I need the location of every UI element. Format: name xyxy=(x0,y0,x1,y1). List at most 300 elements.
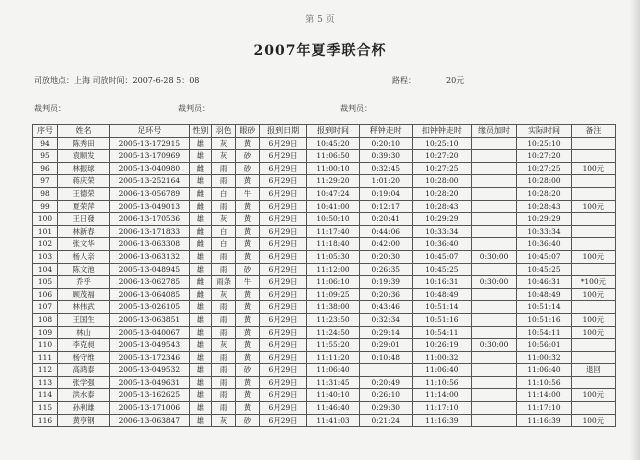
table-cell: 雨 xyxy=(212,326,236,339)
table-cell: 蒋庆荣 xyxy=(57,175,109,188)
table-cell: 11:11:20 xyxy=(307,351,359,364)
table-cell: 10:27:20 xyxy=(412,150,471,163)
table-row xyxy=(33,162,616,175)
table-cell: 100元 xyxy=(571,389,615,402)
table-cell: 10:41:00 xyxy=(307,200,359,213)
table-cell: 6月29日 xyxy=(259,263,307,276)
table-cell: 10:36:40 xyxy=(517,238,571,251)
table-cell: 0:20:10 xyxy=(359,137,412,150)
table-cell: 10:33:34 xyxy=(412,225,471,238)
table-cell: 10:28:00 xyxy=(517,175,571,188)
table-cell: 白 xyxy=(212,238,236,251)
table-cell: 10:56:01 xyxy=(517,339,571,352)
table-cell: 11:14:00 xyxy=(412,389,471,402)
table-cell: 116 xyxy=(33,414,58,427)
table-cell: 2005-13-049532 xyxy=(110,364,189,377)
column-header: 姓名 xyxy=(57,125,109,138)
table-cell: 砂 xyxy=(236,364,260,377)
table-cell: 6月29日 xyxy=(259,238,307,251)
table-cell: 2005-13-162625 xyxy=(110,389,189,402)
table-cell: 6月29日 xyxy=(259,200,307,213)
table-cell: 100元 xyxy=(571,326,615,339)
table-cell xyxy=(571,238,615,251)
table-cell: 雄 xyxy=(189,326,212,339)
table-cell: 雌 xyxy=(189,288,212,301)
table-cell: 2005-13-172915 xyxy=(110,137,189,150)
table-cell xyxy=(471,175,516,188)
column-header: 扣钟钟走时 xyxy=(412,125,471,138)
table-cell xyxy=(471,389,516,402)
table-cell: 107 xyxy=(33,301,58,314)
table-cell: 0:30:00 xyxy=(471,250,516,263)
table-cell: 0:20:36 xyxy=(359,288,412,301)
table-cell: 6月29日 xyxy=(259,137,307,150)
table-cell: 11:14:00 xyxy=(517,389,571,402)
table-cell: 黄 xyxy=(236,238,260,251)
results-table xyxy=(32,124,616,427)
table-cell: 0:29:01 xyxy=(359,339,412,352)
table-cell: 砂 xyxy=(236,150,260,163)
distance-label: 路程： xyxy=(392,76,416,85)
table-cell: 106 xyxy=(33,288,58,301)
table-cell: 11:41:03 xyxy=(307,414,359,427)
table-cell: 雄 xyxy=(189,213,212,226)
judge-label-3: 裁判员： xyxy=(340,104,372,113)
table-cell xyxy=(571,175,615,188)
table-cell: 0:39:30 xyxy=(359,150,412,163)
table-cell xyxy=(471,313,516,326)
table-cell: 雄 xyxy=(189,313,212,326)
table-cell: 6月29日 xyxy=(259,376,307,389)
table-cell xyxy=(471,150,516,163)
table-cell: 10:45:07 xyxy=(517,250,571,263)
table-cell: 100元 xyxy=(571,414,615,427)
table-cell: 105 xyxy=(33,276,58,289)
table-cell: 11:06:40 xyxy=(412,364,471,377)
table-cell: *100元 xyxy=(571,276,615,289)
table-cell: 雌 xyxy=(189,238,212,251)
table-cell: 雨 xyxy=(212,175,236,188)
table-cell: 牛 xyxy=(236,276,260,289)
table-cell: 11:10:56 xyxy=(517,376,571,389)
table-cell: 95 xyxy=(33,150,58,163)
table-cell: 11:16:39 xyxy=(412,414,471,427)
table-cell: 杨守维 xyxy=(57,351,109,364)
table-cell: 11:06:50 xyxy=(307,150,359,163)
table-cell: 黄 xyxy=(236,313,260,326)
table-cell: 11:05:30 xyxy=(307,250,359,263)
table-cell: 王德荣 xyxy=(57,187,109,200)
table-cell: 102 xyxy=(33,238,58,251)
table-row xyxy=(33,351,616,364)
table-cell: 0:32:34 xyxy=(359,313,412,326)
table-cell: 11:00:10 xyxy=(307,162,359,175)
table-cell: 6月29日 xyxy=(259,288,307,301)
table-cell: 10:28:20 xyxy=(517,187,571,200)
table-row xyxy=(33,288,616,301)
table-cell: 10:50:10 xyxy=(307,213,359,226)
table-cell: 6月29日 xyxy=(259,364,307,377)
table-row xyxy=(33,238,616,251)
table-cell: 10:25:10 xyxy=(412,137,471,150)
table-cell: 灰 xyxy=(212,414,236,427)
table-body xyxy=(33,137,616,427)
table-cell: 6月29日 xyxy=(259,162,307,175)
table-cell: 黄 xyxy=(236,402,260,415)
table-row xyxy=(33,414,616,427)
table-cell: 林振球 xyxy=(57,162,109,175)
column-header: 秤钟走时 xyxy=(359,125,412,138)
table-cell: 雄 xyxy=(189,250,212,263)
table-cell: 雌 xyxy=(189,225,212,238)
table-cell: 112 xyxy=(33,364,58,377)
table-cell: 白 xyxy=(212,225,236,238)
table-cell: 10:48:49 xyxy=(412,288,471,301)
table-cell: 11:38:00 xyxy=(307,301,359,314)
table-cell: 王日發 xyxy=(57,213,109,226)
table-row xyxy=(33,200,616,213)
table-cell: 6月29日 xyxy=(259,414,307,427)
table-cell: 10:33:34 xyxy=(517,225,571,238)
table-row xyxy=(33,313,616,326)
table-cell: 灰 xyxy=(212,339,236,352)
table-cell: 0:32:45 xyxy=(359,162,412,175)
table-cell: 雨 xyxy=(212,263,236,276)
table-cell: 黄 xyxy=(236,175,260,188)
table-cell: 11:00:32 xyxy=(517,351,571,364)
table-row xyxy=(33,276,616,289)
table-cell: 10:51:16 xyxy=(517,313,571,326)
table-cell: 6月29日 xyxy=(259,213,307,226)
page-number: 第 5 页 xyxy=(305,15,335,25)
table-cell: 10:16:31 xyxy=(412,276,471,289)
table-row xyxy=(33,137,616,150)
table-row xyxy=(33,339,616,352)
table-row xyxy=(33,225,616,238)
table-row xyxy=(33,389,616,402)
table-cell: 11:06:10 xyxy=(307,276,359,289)
column-header: 羽色 xyxy=(212,125,236,138)
table-cell: 0:43:46 xyxy=(359,301,412,314)
table-cell: 6月29日 xyxy=(259,351,307,364)
table-cell: 雨 xyxy=(212,351,236,364)
table-cell: 11:24:50 xyxy=(307,326,359,339)
table-cell: 雌 xyxy=(189,276,212,289)
column-header: 备注 xyxy=(571,125,615,138)
table-cell: 黄 xyxy=(236,376,260,389)
table-cell: 黄 xyxy=(236,326,260,339)
table-cell: 黄 xyxy=(236,301,260,314)
table-cell: 6月29日 xyxy=(259,301,307,314)
table-cell: 113 xyxy=(33,376,58,389)
table-cell xyxy=(571,376,615,389)
table-cell: 109 xyxy=(33,326,58,339)
table-cell: 灰 xyxy=(212,137,236,150)
table-cell: 2006-13-064085 xyxy=(110,288,189,301)
table-cell: 雨 xyxy=(212,250,236,263)
table-row xyxy=(33,376,616,389)
table-cell: 11:06:40 xyxy=(517,364,571,377)
table-cell: 2005-13-040980 xyxy=(110,162,189,175)
table-cell: 0:26:35 xyxy=(359,263,412,276)
table-row xyxy=(33,250,616,263)
table-cell xyxy=(571,187,615,200)
table-cell: 0:20:30 xyxy=(359,250,412,263)
table-cell: 雄 xyxy=(189,301,212,314)
table-cell: 11:40:10 xyxy=(307,389,359,402)
table-cell xyxy=(471,238,516,251)
table-cell xyxy=(471,402,516,415)
table-cell: 2005-13-026105 xyxy=(110,301,189,314)
table-cell: 雌 xyxy=(189,187,212,200)
table-cell: 雄 xyxy=(189,364,212,377)
column-header: 眼砂 xyxy=(236,125,260,138)
table-cell xyxy=(571,351,615,364)
table-cell xyxy=(471,200,516,213)
table-cell: 0:26:10 xyxy=(359,389,412,402)
table-cell: 0:21:24 xyxy=(359,414,412,427)
table-cell xyxy=(471,137,516,150)
table-cell: 雄 xyxy=(189,351,212,364)
table-cell: 11:55:20 xyxy=(307,339,359,352)
table-cell: 11:31:45 xyxy=(307,376,359,389)
table-cell: 111 xyxy=(33,351,58,364)
table-cell: 夏荣萍 xyxy=(57,200,109,213)
table-cell: 雄 xyxy=(189,402,212,415)
table-row xyxy=(33,326,616,339)
table-cell: 雌 xyxy=(189,162,212,175)
table-cell xyxy=(571,263,615,276)
table-cell: 高鸿泰 xyxy=(57,364,109,377)
table-cell: 黄 xyxy=(236,351,260,364)
table-cell: 雄 xyxy=(189,137,212,150)
table-cell: 10:26:19 xyxy=(412,339,471,352)
table-cell: 101 xyxy=(33,225,58,238)
table-cell: 洪水泰 xyxy=(57,389,109,402)
table-cell: 11:18:40 xyxy=(307,238,359,251)
column-header: 序号 xyxy=(33,125,58,138)
table-cell: 黄 xyxy=(236,213,260,226)
table-cell: 6月29日 xyxy=(259,313,307,326)
table-cell: 97 xyxy=(33,175,58,188)
table-cell xyxy=(471,301,516,314)
table-cell: 砂 xyxy=(236,162,260,175)
table-cell: 2005-13-170969 xyxy=(110,150,189,163)
table-row xyxy=(33,402,616,415)
document-title: 2007年夏季联合杯 xyxy=(253,43,387,59)
table-cell: 6月29日 xyxy=(259,250,307,263)
table-cell: 0:44:06 xyxy=(359,225,412,238)
table-cell xyxy=(359,364,412,377)
table-cell: 黄 xyxy=(236,339,260,352)
table-cell: 林伟武 xyxy=(57,301,109,314)
table-cell: 2005-13-172346 xyxy=(110,351,189,364)
table-cell: 10:36:40 xyxy=(412,238,471,251)
table-cell: 2005-13-049013 xyxy=(110,200,189,213)
table-cell: 2006-13-056789 xyxy=(110,187,189,200)
column-header: 足环号 xyxy=(110,125,189,138)
table-cell: 100元 xyxy=(571,313,615,326)
fee-label: 20元 xyxy=(446,76,465,85)
table-cell: 2005-13-040067 xyxy=(110,326,189,339)
table-cell: 2005-13-252164 xyxy=(110,175,189,188)
table-cell: 黄亨钢 xyxy=(57,414,109,427)
table-cell: 2006-13-170536 xyxy=(110,213,189,226)
table-cell xyxy=(471,364,516,377)
table-row xyxy=(33,213,616,226)
table-cell xyxy=(471,162,516,175)
table-row xyxy=(33,175,616,188)
table-cell: 黄 xyxy=(236,225,260,238)
table-cell: 雄 xyxy=(189,339,212,352)
table-cell: 退回 xyxy=(571,364,615,377)
table-cell: 陈文池 xyxy=(57,263,109,276)
table-cell xyxy=(471,225,516,238)
table-cell: 林新春 xyxy=(57,225,109,238)
table-cell: 杨人亲 xyxy=(57,250,109,263)
table-cell: 雄 xyxy=(189,263,212,276)
table-cell: 雨 xyxy=(212,301,236,314)
table-cell: 0:10:48 xyxy=(359,351,412,364)
table-cell: 10:27:25 xyxy=(412,162,471,175)
table-cell: 11:23:50 xyxy=(307,313,359,326)
table-cell: 2006-13-063847 xyxy=(110,414,189,427)
table-cell: 0:42:00 xyxy=(359,238,412,251)
table-cell: 10:47:24 xyxy=(307,187,359,200)
table-cell: 100元 xyxy=(571,250,615,263)
table-cell: 10:28:43 xyxy=(412,200,471,213)
column-header: 报到日期 xyxy=(259,125,307,138)
table-cell: 98 xyxy=(33,187,58,200)
table-cell xyxy=(471,288,516,301)
table-cell xyxy=(471,263,516,276)
table-cell: 110 xyxy=(33,339,58,352)
table-cell: 雨 xyxy=(212,200,236,213)
table-row xyxy=(33,187,616,200)
table-cell: 100元 xyxy=(571,288,615,301)
table-cell: 0:12:17 xyxy=(359,200,412,213)
table-cell xyxy=(571,137,615,150)
table-cell: 11:06:40 xyxy=(307,364,359,377)
table-cell: 6月29日 xyxy=(259,225,307,238)
table-cell: 林山 xyxy=(57,326,109,339)
table-cell: 11:17:10 xyxy=(517,402,571,415)
table-cell: 11:10:56 xyxy=(412,376,471,389)
table-cell: 黄 xyxy=(236,200,260,213)
table-cell xyxy=(471,187,516,200)
table-cell: 6月29日 xyxy=(259,187,307,200)
table-cell: 10:25:10 xyxy=(517,137,571,150)
table-cell: 10:27:20 xyxy=(517,150,571,163)
table-cell: 张文华 xyxy=(57,238,109,251)
table-cell xyxy=(471,414,516,427)
table-cell: 6月29日 xyxy=(259,339,307,352)
table-cell: 2006-13-063132 xyxy=(110,250,189,263)
table-cell xyxy=(471,376,516,389)
table-cell: 0:20:49 xyxy=(359,376,412,389)
table-cell: 10:51:14 xyxy=(517,301,571,314)
table-cell: 灰 xyxy=(212,288,236,301)
table-cell: 雨 xyxy=(212,364,236,377)
table-cell: 0:19:39 xyxy=(359,276,412,289)
table-cell: 黄 xyxy=(236,288,260,301)
table-cell: 牛 xyxy=(236,187,260,200)
table-cell: 10:54:11 xyxy=(517,326,571,339)
table-cell: 2006-13-063308 xyxy=(110,238,189,251)
table-cell xyxy=(471,213,516,226)
table-cell: 2005-13-171006 xyxy=(110,402,189,415)
table-cell: 10:29:29 xyxy=(412,213,471,226)
table-cell: 10:29:29 xyxy=(517,213,571,226)
table-cell: 11:00:32 xyxy=(412,351,471,364)
table-cell: 黄 xyxy=(236,389,260,402)
table-cell: 孙利雄 xyxy=(57,402,109,415)
table-cell: 6月29日 xyxy=(259,402,307,415)
table-cell: 袁顺发 xyxy=(57,150,109,163)
table-cell: 100 xyxy=(33,213,58,226)
table-cell: 雨 xyxy=(212,376,236,389)
table-cell xyxy=(571,213,615,226)
table-cell: 0:29:14 xyxy=(359,326,412,339)
table-cell xyxy=(571,225,615,238)
table-cell: 0:20:41 xyxy=(359,213,412,226)
table-cell: 10:45:20 xyxy=(307,137,359,150)
table-cell: 雄 xyxy=(189,389,212,402)
table-cell: 砂 xyxy=(236,263,260,276)
table-cell: 陈秀田 xyxy=(57,137,109,150)
table-cell: 白 xyxy=(212,187,236,200)
table-cell: 灰 xyxy=(212,213,236,226)
table-cell: 10:45:07 xyxy=(412,250,471,263)
table-cell: 雄 xyxy=(189,175,212,188)
release-info: 司放地点：上海 司放时间：2007-6-28 5：08 xyxy=(34,76,200,85)
table-cell: 6月29日 xyxy=(259,150,307,163)
table-cell: 10:46:31 xyxy=(517,276,571,289)
table-header-row xyxy=(33,125,616,138)
table-cell: 10:45:25 xyxy=(412,263,471,276)
table-cell: 10:48:49 xyxy=(517,288,571,301)
table-cell: 2005-13-063851 xyxy=(110,313,189,326)
table-cell: 雨 xyxy=(212,402,236,415)
table-cell: 顾茂福 xyxy=(57,288,109,301)
table-cell: 99 xyxy=(33,200,58,213)
scan-shadow xyxy=(630,0,640,460)
table-cell: 6月29日 xyxy=(259,389,307,402)
column-header: 实际时间 xyxy=(517,125,571,138)
table-cell: 黄 xyxy=(236,250,260,263)
column-header: 报到时间 xyxy=(307,125,359,138)
table-cell: 0:29:30 xyxy=(359,402,412,415)
table-row xyxy=(33,301,616,314)
table-cell: 1:01:20 xyxy=(359,175,412,188)
table-cell: 103 xyxy=(33,250,58,263)
table-cell: 6月29日 xyxy=(259,175,307,188)
table-cell: 雨条 xyxy=(212,276,236,289)
table-cell xyxy=(571,301,615,314)
table-cell: 0:19:04 xyxy=(359,187,412,200)
table-cell: 104 xyxy=(33,263,58,276)
table-cell: 115 xyxy=(33,402,58,415)
table-cell: 雨 xyxy=(212,162,236,175)
table-cell: 10:28:20 xyxy=(412,187,471,200)
table-cell: 10:54:11 xyxy=(412,326,471,339)
table-cell: 96 xyxy=(33,162,58,175)
table-row xyxy=(33,364,616,377)
table-cell: 2006-13-062785 xyxy=(110,276,189,289)
table-cell: 10:27:25 xyxy=(517,162,571,175)
table-cell: 0:30:00 xyxy=(471,276,516,289)
table-cell: 11:16:39 xyxy=(517,414,571,427)
